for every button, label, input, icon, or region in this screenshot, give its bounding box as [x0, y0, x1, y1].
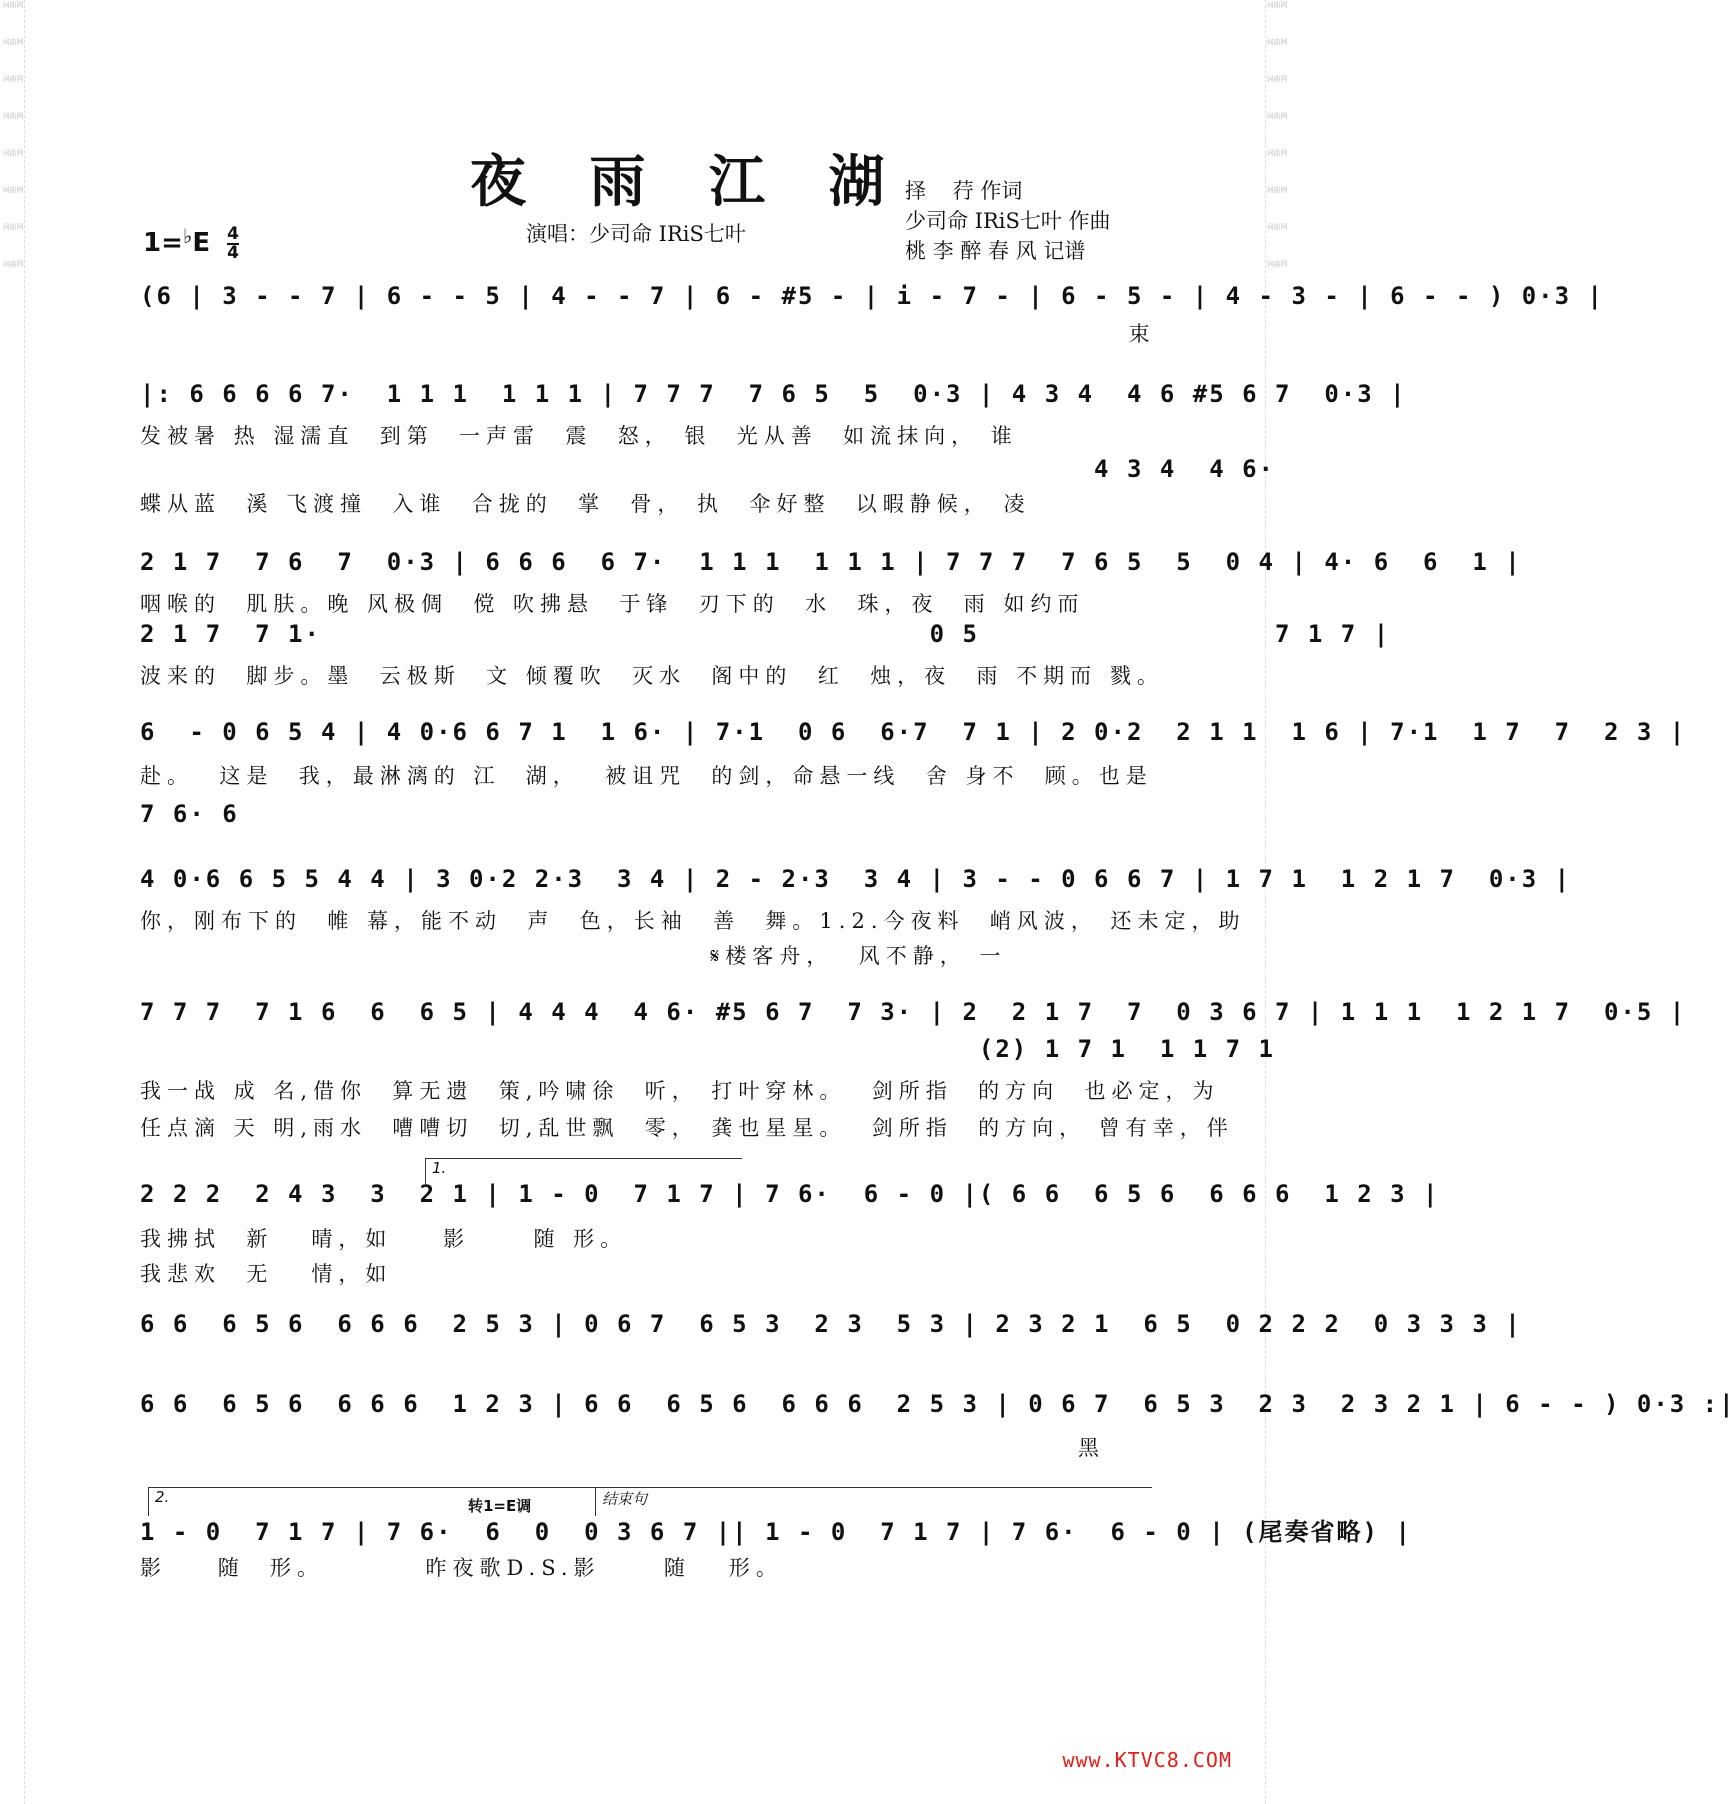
notation-row: 6 6 6 5 6 6 6 6 2 5 3 | 0 6 7 6 5 3 2 3 5 3 | 2 3 2 1 6 5 0 2 2 2 0 3 3 3 | — [140, 1310, 1522, 1338]
lyric-row: 影 随 形。 昨夜歌D.S.影 随 形。 — [140, 1556, 783, 1580]
lyric-row: 你，刚布下的 帷 幕，能不动 声 色，长袖 善 舞。1.2.今夜料 峭风波， 还未定，助 — [140, 909, 1246, 933]
lyric-row: 咽喉的 肌肤。晚 风极倜 傥 吹拂悬 于锋 刃下的 水 珠，夜 雨 如约而 — [140, 592, 1085, 616]
notation-row: 2 1 7 7 1· 0 5 7 1 7 | — [140, 620, 1391, 648]
watermark-text: 词曲网 — [2, 186, 24, 194]
coda-label: 结束句 — [602, 1490, 648, 1508]
watermark-text: 词曲网 — [2, 223, 24, 231]
volta-1-bracket — [425, 1158, 742, 1187]
lyric-row: 我悲欢 无 情，如 — [140, 1262, 393, 1286]
key-signature — [143, 224, 239, 262]
watermark-text: 词曲网 — [2, 149, 24, 157]
watermark-text: 词曲网 — [2, 1, 24, 9]
volta-1-label: 1. — [432, 1159, 447, 1177]
notation-row: (6 | 3 - - 7 | 6 - - 5 | 4 - - 7 | 6 - #5 - | i - 7 - | 6 - 5 - | 4 - 3 - | 6 - - ) 0·3 | — [140, 282, 1604, 310]
song-title: 夜 雨 江 湖 — [470, 149, 907, 215]
lyric-row: 任点滴 天 明,雨水 嘈嘈切 切,乱世飘 零， 龚也星星。 剑所指 的方向， 曾有幸，伴 — [140, 1116, 1234, 1140]
lyric-row: 波来的 脚步。墨 云极斯 文 倾覆吹 灭水 阁中的 红 烛，夜 雨 不期而 戮。 — [140, 664, 1164, 688]
lyric-row: 赴。 这是 我，最淋漓的 江 湖， 被诅咒 的剑，命悬一线 舍 身不 顾。也是 — [140, 764, 1153, 788]
watermark-text: 词曲网 — [2, 112, 24, 120]
notation-row: 7 6· 6 — [140, 800, 239, 828]
notation-row: 4 0·6 6 5 5 4 4 | 3 0·2 2·3 3 4 | 2 - 2·3 3 4 | 3 - - 0 6 6 7 | 1 7 1 1 2 1 7 0·3 | — [140, 865, 1572, 893]
watermark-text: 词曲网 — [1266, 260, 1288, 268]
lyric-row: 我拂拭 新 晴，如 影 随 形。 — [140, 1227, 628, 1251]
notation-row: (2) 1 7 1 1 1 7 1 — [140, 1035, 1275, 1063]
modulation-label: 转1=E调 — [468, 1497, 532, 1515]
watermark-text: 词曲网 — [1266, 186, 1288, 194]
notation-row: 1 - 0 7 1 7 | 7 6· 6 0 0 3 6 7 || 1 - 0 7 1 7 | 7 6· 6 - 0 | (尾奏省略) | — [140, 1518, 1412, 1546]
lyricist-credit: 择 荇 作词 — [905, 179, 1023, 203]
notation-row: 2 2 2 2 4 3 3 2 1 | 1 - 0 7 1 7 | 7 6· 6 - 0 |( 6 6 6 5 6 6 6 6 1 2 3 | — [140, 1180, 1440, 1208]
watermark-text: 词曲网 — [1266, 38, 1288, 46]
coda-bracket — [595, 1487, 1152, 1516]
singer-credit: 演唱：少司命 IRiS七叶 — [526, 222, 746, 246]
notation-row: 4 3 4 4 6· — [140, 455, 1275, 483]
transcriber-credit: 桃 李 醉 春 风 记谱 — [905, 239, 1086, 263]
watermark-text: 词曲网 — [1266, 149, 1288, 157]
watermark-text: 词曲网 — [1266, 112, 1288, 120]
watermark-text: 词曲网 — [1266, 223, 1288, 231]
flat-symbol: ♭ — [182, 224, 193, 248]
lyric-row: 我一战 成 名,借你 算无遗 策,吟啸徐 听， 打叶穿林。 剑所指 的方向 也必定，为 — [140, 1079, 1220, 1103]
watermark-text: 词曲网 — [2, 38, 24, 46]
lyric-row: 束 — [140, 322, 1156, 346]
notation-row: |: 6 6 6 6 7· 1 1 1 1 1 1 | 7 7 7 7 6 5 5 0·3 | 4 3 4 4 6 #5 6 7 0·3 | — [140, 380, 1407, 408]
lyric-row: 发被暑 热 湿濡直 到第 一声雷 震 怒， 银 光从善 如流抹向， 谁 — [140, 424, 1018, 448]
watermark-text: 词曲网 — [2, 260, 24, 268]
volta-2-label: 2. — [155, 1488, 170, 1506]
footer-url: www.KTVC8.COM — [1062, 1748, 1232, 1772]
lyric-row: 蝶从蓝 溪 飞渡撞 入谁 合拢的 掌 骨， 执 伞好整 以暇静候， 凌 — [140, 492, 1031, 516]
watermark-text: 词曲网 — [1266, 1, 1288, 9]
notation-row: 2 1 7 7 6 7 0·3 | 6 6 6 6 7· 1 1 1 1 1 1 | 7 7 7 7 6 5 5 0 4 | 4· 6 6 1 | — [140, 548, 1522, 576]
notation-row: 6 6 6 5 6 6 6 6 1 2 3 | 6 6 6 5 6 6 6 6 2 5 3 | 0 6 7 6 5 3 2 3 2 3 2 1 | 6 - - ) 0·3 :| — [140, 1390, 1736, 1418]
time-numerator: 4 — [227, 223, 239, 244]
composer-credit: 少司命 IRiS七叶 作曲 — [905, 209, 1111, 233]
notation-row: 6 - 0 6 5 4 | 4 0·6 6 7 1 1 6· | 7·1 0 6 6·7 7 1 | 2 0·2 2 1 1 1 6 | 7·1 1 7 7 2 3 | — [140, 718, 1687, 746]
key-prefix: 1= — [143, 228, 183, 258]
time-denominator: 4 — [227, 242, 239, 263]
watermark-text: 词曲网 — [1266, 75, 1288, 83]
lyric-row: 𝄋楼客舟， 风不静， 一 — [140, 944, 1007, 968]
lyric-row: 黑 — [140, 1436, 1105, 1460]
time-signature — [227, 223, 239, 263]
watermark-text: 词曲网 — [2, 75, 24, 83]
key-letter: E — [192, 228, 211, 258]
left-watermark-strip — [2, 0, 25, 1804]
notation-row: 7 7 7 7 1 6 6 6 5 | 4 4 4 4 6· #5 6 7 7 3· | 2 2 1 7 7 0 3 6 7 | 1 1 1 1 2 1 7 0·5 | — [140, 998, 1687, 1026]
credits-block — [905, 176, 1111, 266]
